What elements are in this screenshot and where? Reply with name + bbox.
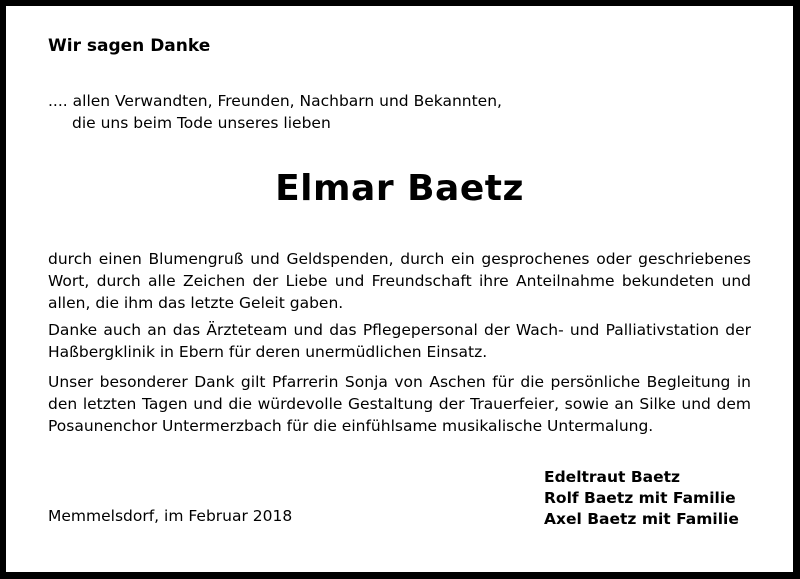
- signer-1: Edeltraut Baetz: [544, 468, 681, 486]
- signer-3: Axel Baetz mit Familie: [544, 510, 739, 528]
- thanks-paragraph-3: Unser besonderer Dank gilt Pfarrerin Sonja von Aschen für die persönliche Begleitung in den letzten Tagen und die würdevolle Gestaltung der Trauerfeier, sowie an Silke und dem Posaunenchor Untermerzbach für die einfühlsame musikalische Untermalung.: [48, 373, 751, 435]
- notice-card: [6, 6, 793, 572]
- signers-list: [544, 467, 739, 530]
- intro-text: [48, 90, 502, 134]
- intro-line-1: .... allen Verwandten, Freunden, Nachbarn und Bekannten,: [48, 92, 502, 110]
- intro-line-2: die uns beim Tode unseres lieben: [72, 114, 331, 132]
- signer-2: Rolf Baetz mit Familie: [544, 489, 736, 507]
- thanks-paragraph-2: Danke auch an das Ärzteteam und das Pflegepersonal der Wach- und Palliativstation der Haßbergklinik in Ebern für deren unermüdlichen Einsatz.: [48, 321, 751, 361]
- notice-heading: Wir sagen Danke: [48, 36, 211, 56]
- thanks-paragraph-1: durch einen Blumengruß und Geldspenden, durch ein gesprochenes oder geschriebenes Wort, durch alle Zeichen der Liebe und Freundschaft ihre Anteilnahme bekundeten und allen, die ihm das letzte Geleit gaben.: [48, 250, 751, 312]
- place-date: Memmelsdorf, im Februar 2018: [48, 507, 293, 525]
- deceased-name: Elmar Baetz: [275, 168, 524, 209]
